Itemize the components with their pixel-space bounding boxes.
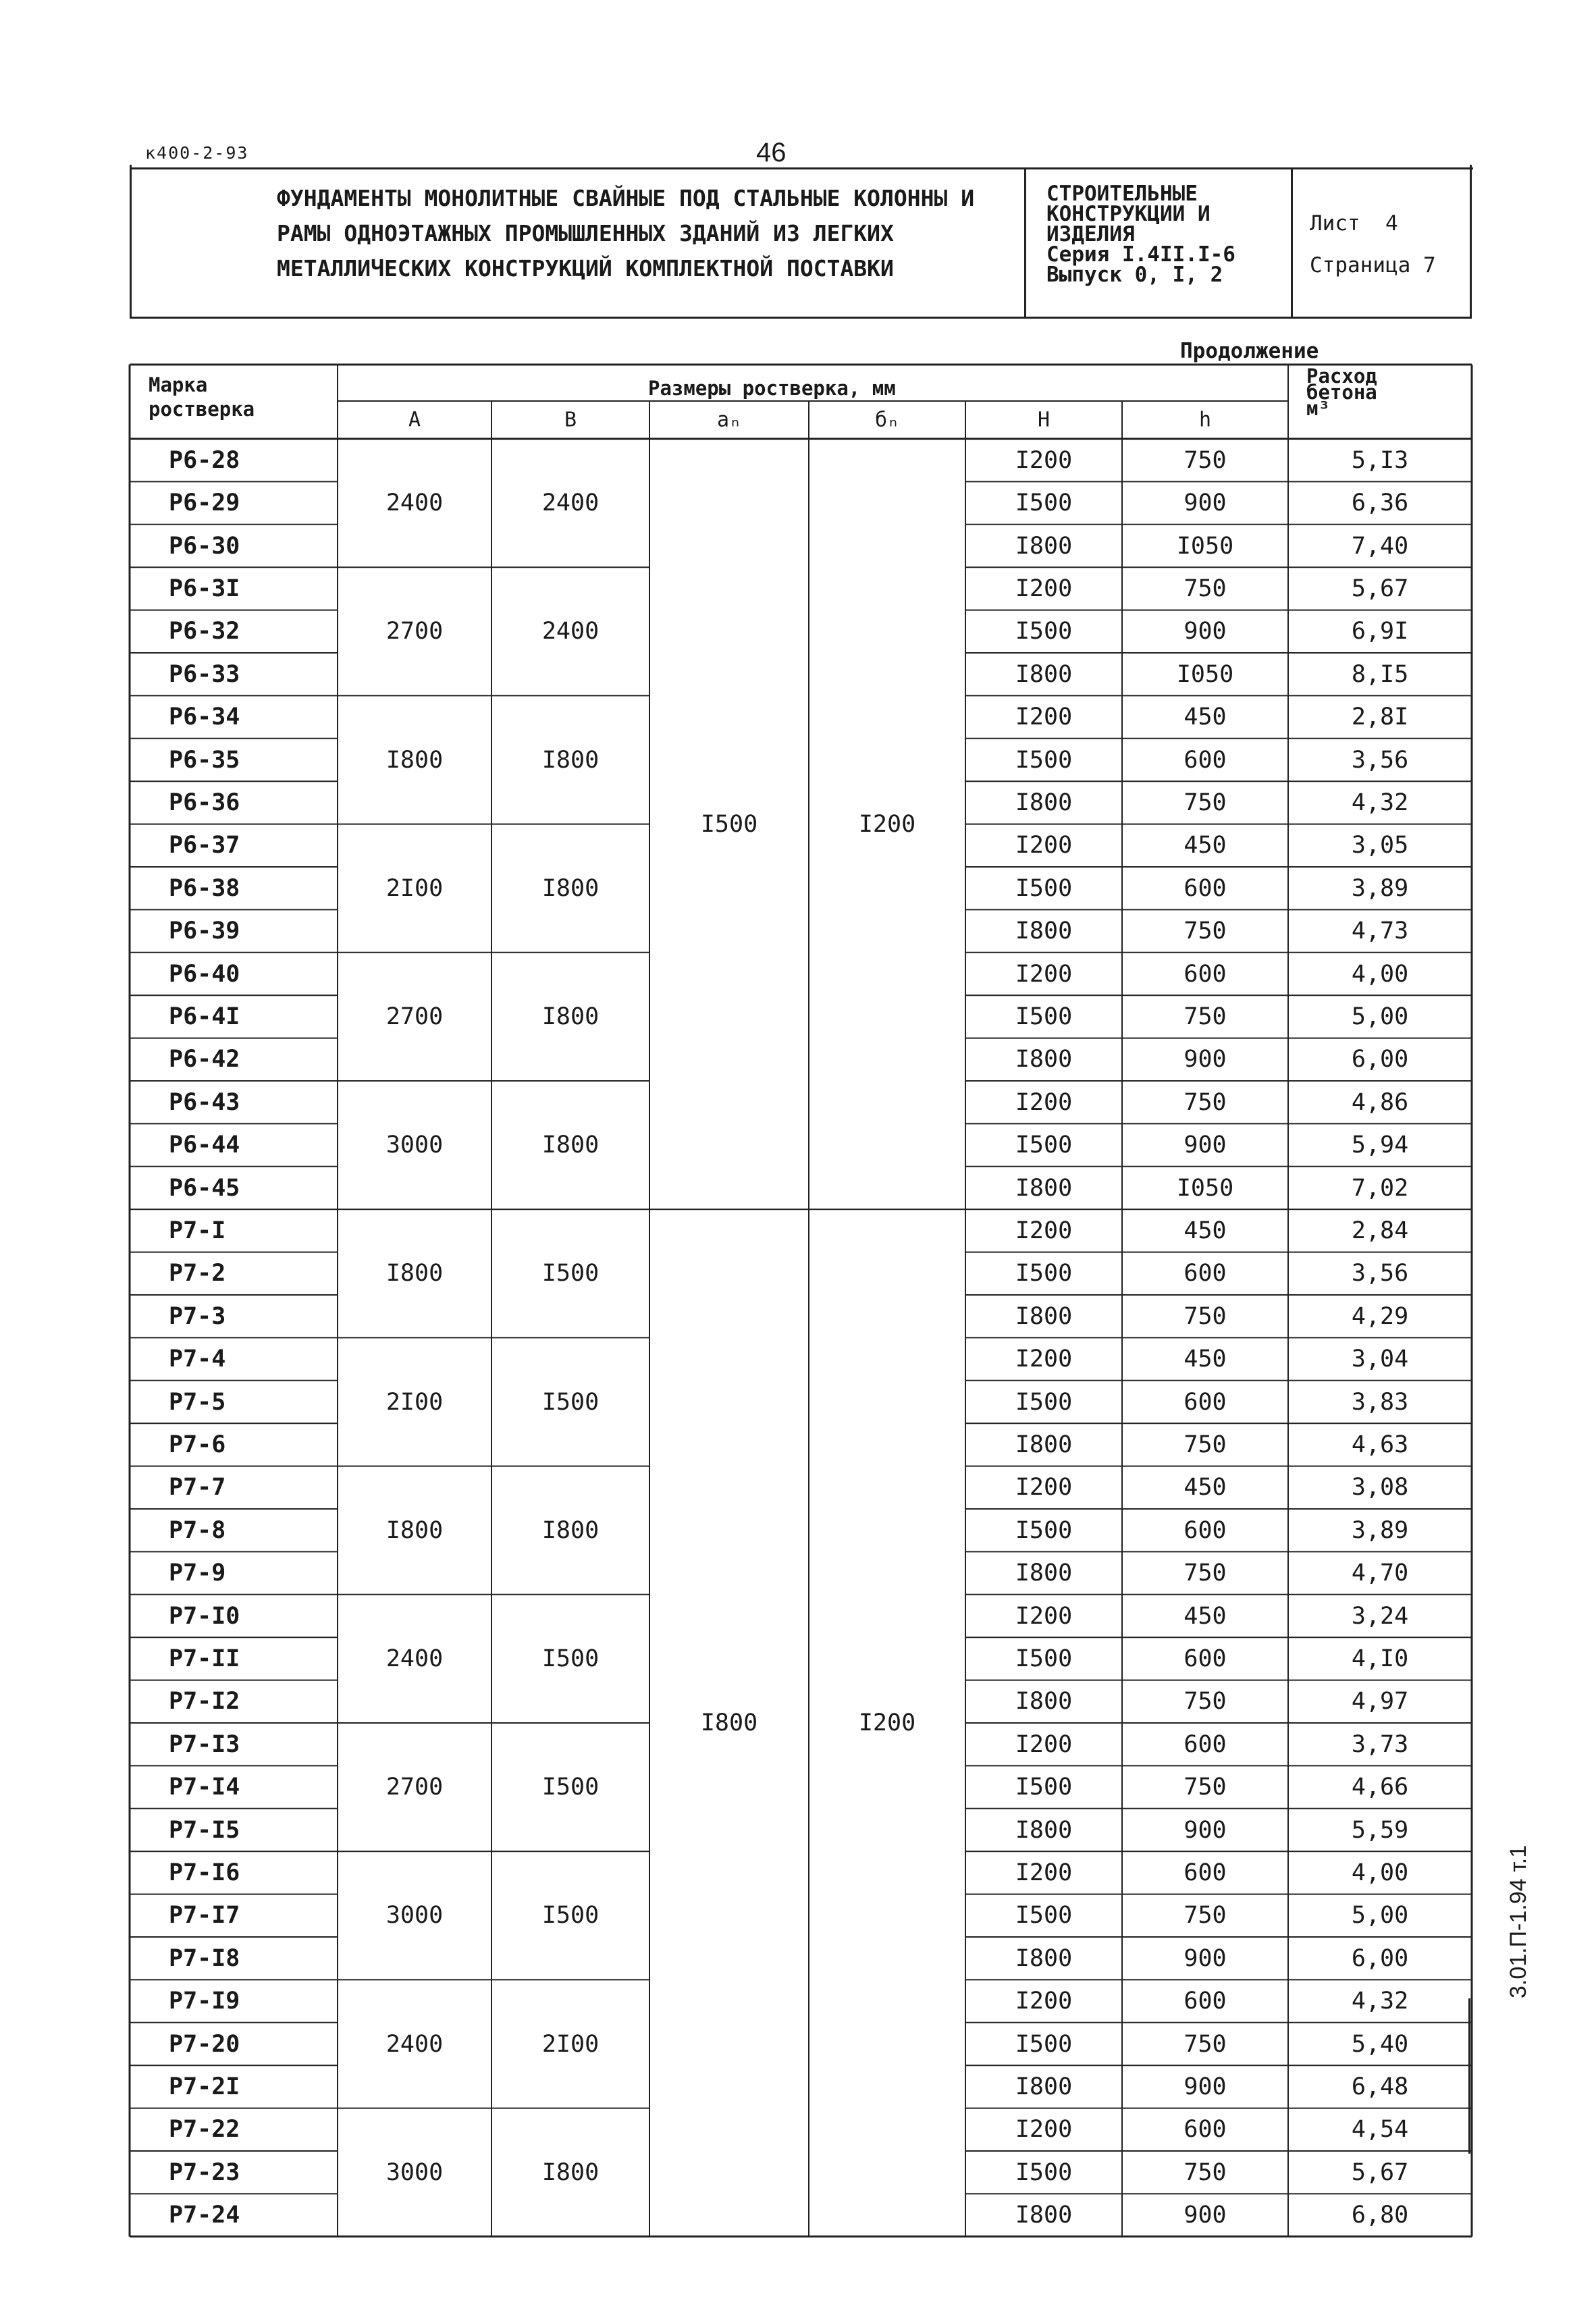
group-A: I800 (385, 1516, 444, 1544)
subheader-an: аₙ (716, 408, 742, 432)
row-concrete: 6,80 (1351, 2202, 1409, 2229)
group-B: I800 (541, 1132, 600, 1159)
row-h: 600 (1183, 2116, 1227, 2144)
row-H: I800 (1015, 1816, 1073, 1844)
row-h: I050 (1176, 1174, 1234, 1202)
row-H: I200 (1015, 960, 1073, 988)
row-mark: Р7-7 (169, 1474, 226, 1501)
row-h: 900 (1183, 1944, 1227, 1972)
row-h: 450 (1183, 832, 1227, 859)
group-B: 2400 (541, 489, 600, 517)
row-mark: Р7-I3 (169, 1730, 240, 1758)
row-H: I200 (1015, 1730, 1073, 1758)
row-H: I500 (1015, 1774, 1073, 1801)
group-A: 2400 (385, 1645, 444, 1672)
group-A: 3000 (385, 1902, 444, 1930)
row-h: 450 (1183, 1602, 1227, 1630)
row-concrete: 4,86 (1351, 1088, 1409, 1116)
header-dimensions: Размеры ростверка, мм (648, 377, 896, 400)
row-concrete: 4,66 (1351, 1774, 1409, 1801)
group-A: 2I00 (385, 1388, 444, 1416)
row-H: I500 (1015, 2030, 1073, 2058)
row-H: I800 (1015, 1174, 1073, 1202)
row-concrete: 3,04 (1351, 1346, 1409, 1373)
row-mark: Р7-I9 (169, 1988, 240, 2015)
header-concrete: Расход бетона м³ (1306, 365, 1377, 420)
row-concrete: 7,02 (1351, 1174, 1409, 1202)
row-H: I500 (1015, 2158, 1073, 2186)
row-mark: Р7-3 (169, 1302, 226, 1330)
row-H: I500 (1015, 874, 1073, 902)
row-h: 750 (1183, 1003, 1227, 1030)
row-mark: Р7-9 (169, 1560, 226, 1587)
row-H: I800 (1015, 918, 1073, 945)
row-h: 900 (1183, 618, 1227, 645)
row-H: I800 (1015, 532, 1073, 560)
row-mark: Р6-32 (169, 618, 240, 645)
row-H: I200 (1015, 2116, 1073, 2144)
row-mark: Р6-28 (169, 446, 240, 474)
group-B: I800 (541, 1516, 600, 1544)
row-mark: Р7-4 (169, 1346, 226, 1373)
row-concrete: 3,89 (1351, 1516, 1409, 1544)
row-mark: Р6-4I (169, 1003, 240, 1030)
row-h: 900 (1183, 1132, 1227, 1159)
row-mark: Р7-I5 (169, 1816, 240, 1844)
row-H: I200 (1015, 1088, 1073, 1116)
row-h: 750 (1183, 2030, 1227, 2058)
row-H: I500 (1015, 1003, 1073, 1030)
row-mark: Р6-35 (169, 746, 240, 774)
block-an: I800 (700, 1709, 758, 1736)
row-H: I800 (1015, 1046, 1073, 1073)
row-mark: Р7-I (169, 1217, 226, 1244)
row-mark: Р6-45 (169, 1174, 240, 1202)
row-h: I050 (1176, 660, 1234, 688)
document-title: ФУНДАМЕНТЫ МОНОЛИТНЫЕ СВАЙНЫЕ ПОД СТАЛЬНЫЕ КОЛОННЫ И РАМЫ ОДНОЭТАЖНЫХ ПРОМЫШЛЕННЫХ ЗДАНИЙ ИЗ ЛЕГКИХ МЕТАЛЛИЧЕСКИХ КОНСТРУКЦИЙ КОМПЛЕКТНОЙ ПОСТАВКИ (277, 185, 975, 282)
row-mark: Р6-29 (169, 489, 240, 517)
margin-rule (1468, 1998, 1470, 2154)
row-mark: Р7-II (169, 1645, 240, 1672)
row-concrete: 5,94 (1351, 1132, 1409, 1159)
group-B: I500 (541, 1902, 600, 1930)
row-mark: Р7-24 (169, 2202, 240, 2229)
row-h: 600 (1183, 1730, 1227, 1758)
block-bn: I200 (858, 810, 916, 838)
group-A: 2700 (385, 1774, 444, 1801)
row-H: I800 (1015, 1688, 1073, 1716)
row-mark: Р6-34 (169, 703, 240, 731)
row-concrete: 5,67 (1351, 575, 1409, 602)
group-A: 3000 (385, 2158, 444, 2186)
group-B: I500 (541, 1774, 600, 1801)
row-concrete: 2,8I (1351, 703, 1409, 731)
row-H: I800 (1015, 2073, 1073, 2100)
row-h: 600 (1183, 874, 1227, 902)
row-H: I800 (1015, 2202, 1073, 2229)
row-concrete: 4,73 (1351, 918, 1409, 945)
row-concrete: 5,I3 (1351, 446, 1409, 474)
row-concrete: 5,59 (1351, 1816, 1409, 1844)
row-concrete: 6,00 (1351, 1046, 1409, 1073)
row-h: 750 (1183, 1560, 1227, 1587)
group-A: 2400 (385, 2030, 444, 2058)
document-code: к400-2-93 (145, 143, 249, 163)
group-B: I800 (541, 746, 600, 774)
row-H: I800 (1015, 789, 1073, 816)
group-A: 2I00 (385, 874, 444, 902)
row-H: I500 (1015, 1645, 1073, 1672)
row-mark: Р7-I4 (169, 1774, 240, 1801)
row-H: I800 (1015, 1944, 1073, 1972)
row-mark: Р6-33 (169, 660, 240, 688)
row-concrete: 3,56 (1351, 1260, 1409, 1287)
group-B: I500 (541, 1260, 600, 1287)
group-A: 2700 (385, 1003, 444, 1030)
row-mark: Р7-23 (169, 2158, 240, 2186)
group-B: I500 (541, 1388, 600, 1416)
row-concrete: 5,00 (1351, 1003, 1409, 1030)
row-mark: Р7-I2 (169, 1688, 240, 1716)
row-concrete: 8,I5 (1351, 660, 1409, 688)
row-concrete: 5,67 (1351, 2158, 1409, 2186)
row-concrete: 4,00 (1351, 960, 1409, 988)
row-mark: Р7-5 (169, 1388, 226, 1416)
subheader-h: h (1198, 408, 1212, 432)
group-B: 2I00 (541, 2030, 600, 2058)
row-mark: Р6-36 (169, 789, 240, 816)
group-B: 2400 (541, 618, 600, 645)
row-H: I200 (1015, 1217, 1073, 1244)
row-concrete: 4,70 (1351, 1560, 1409, 1587)
row-h: 750 (1183, 1902, 1227, 1930)
row-h: 750 (1183, 2158, 1227, 2186)
row-mark: Р6-44 (169, 1132, 240, 1159)
row-concrete: 6,00 (1351, 1944, 1409, 1972)
row-H: I200 (1015, 1602, 1073, 1630)
row-concrete: 4,32 (1351, 789, 1409, 816)
row-mark: Р7-I6 (169, 1859, 240, 1886)
row-h: 900 (1183, 2073, 1227, 2100)
row-h: 600 (1183, 960, 1227, 988)
row-concrete: 7,40 (1351, 532, 1409, 560)
row-H: I200 (1015, 1859, 1073, 1886)
row-mark: Р7-8 (169, 1516, 226, 1544)
row-H: I200 (1015, 1474, 1073, 1501)
row-mark: Р6-43 (169, 1088, 240, 1116)
row-mark: Р7-20 (169, 2030, 240, 2058)
row-h: 450 (1183, 1474, 1227, 1501)
row-H: I800 (1015, 1560, 1073, 1587)
row-h: 600 (1183, 746, 1227, 774)
row-concrete: 3,73 (1351, 1730, 1409, 1758)
group-A: 3000 (385, 1132, 444, 1159)
row-h: 900 (1183, 2202, 1227, 2229)
row-concrete: 6,36 (1351, 489, 1409, 517)
row-H: I800 (1015, 1302, 1073, 1330)
row-concrete: 5,00 (1351, 1902, 1409, 1930)
row-h: 750 (1183, 918, 1227, 945)
row-mark: Р7-22 (169, 2116, 240, 2144)
archive-stamp: 3.01.П-1.94 т.1 (1506, 1844, 1531, 1998)
sheet-info: Лист 4 Страница 7 (1310, 211, 1436, 277)
row-H: I500 (1015, 618, 1073, 645)
row-H: I500 (1015, 1902, 1073, 1930)
row-H: I200 (1015, 1346, 1073, 1373)
row-h: 750 (1183, 1774, 1227, 1801)
subheader-B: В (564, 408, 577, 432)
row-h: 750 (1183, 575, 1227, 602)
row-h: 900 (1183, 1046, 1227, 1073)
row-h: 900 (1183, 1816, 1227, 1844)
row-h: 600 (1183, 1388, 1227, 1416)
continuation-label: Продолжение (1180, 339, 1319, 363)
row-H: I500 (1015, 1260, 1073, 1287)
row-concrete: 4,32 (1351, 1988, 1409, 2015)
group-B: I800 (541, 874, 600, 902)
group-B: I800 (541, 1003, 600, 1030)
row-h: I050 (1176, 532, 1234, 560)
subheader-H: Н (1037, 408, 1050, 432)
row-h: 750 (1183, 1088, 1227, 1116)
row-h: 750 (1183, 1688, 1227, 1716)
row-h: 600 (1183, 1645, 1227, 1672)
row-concrete: 3,24 (1351, 1602, 1409, 1630)
group-B: I500 (541, 1645, 600, 1672)
row-concrete: 4,54 (1351, 2116, 1409, 2144)
row-concrete: 3,08 (1351, 1474, 1409, 1501)
row-H: I200 (1015, 446, 1073, 474)
group-B: I800 (541, 2158, 600, 2186)
row-H: I500 (1015, 489, 1073, 517)
row-H: I800 (1015, 1431, 1073, 1458)
row-concrete: 4,97 (1351, 1688, 1409, 1716)
row-H: I500 (1015, 1388, 1073, 1416)
subheader-bn: бₙ (874, 408, 900, 432)
row-h: 750 (1183, 789, 1227, 816)
row-concrete: 2,84 (1351, 1217, 1409, 1244)
row-H: I200 (1015, 703, 1073, 731)
row-concrete: 4,00 (1351, 1859, 1409, 1886)
row-mark: Р7-2 (169, 1260, 226, 1287)
row-H: I200 (1015, 1988, 1073, 2015)
row-concrete: 6,9I (1351, 618, 1409, 645)
row-mark: Р6-39 (169, 918, 240, 945)
block-an: I500 (700, 810, 758, 838)
row-mark: Р6-3I (169, 575, 240, 602)
row-h: 750 (1183, 1431, 1227, 1458)
subheader-A: А (408, 408, 421, 432)
row-mark: Р7-2I (169, 2073, 240, 2100)
row-H: I500 (1015, 1516, 1073, 1544)
page-number: 46 (756, 138, 787, 167)
group-A: I800 (385, 746, 444, 774)
row-H: I200 (1015, 575, 1073, 602)
group-A: I800 (385, 1260, 444, 1287)
row-mark: Р7-I0 (169, 1602, 240, 1630)
row-mark: Р7-I7 (169, 1902, 240, 1930)
header-mark: Марка ростверка (149, 373, 255, 421)
row-mark: Р6-40 (169, 960, 240, 988)
row-h: 600 (1183, 1516, 1227, 1544)
row-concrete: 4,63 (1351, 1431, 1409, 1458)
row-h: 750 (1183, 446, 1227, 474)
row-mark: Р7-I8 (169, 1944, 240, 1972)
row-H: I800 (1015, 660, 1073, 688)
row-mark: Р7-6 (169, 1431, 226, 1458)
row-mark: Р6-37 (169, 832, 240, 859)
row-H: I500 (1015, 746, 1073, 774)
catalog-info: СТРОИТЕЛЬНЫЕ КОНСТРУКЦИИ И ИЗДЕЛИЯ Серия I.4II.I-6 Выпуск 0, I, 2 (1046, 182, 1235, 287)
row-concrete: 3,89 (1351, 874, 1409, 902)
row-concrete: 3,83 (1351, 1388, 1409, 1416)
row-H: I200 (1015, 832, 1073, 859)
group-A: 2700 (385, 618, 444, 645)
block-bn: I200 (858, 1709, 916, 1736)
group-A: 2400 (385, 489, 444, 517)
row-concrete: 5,40 (1351, 2030, 1409, 2058)
row-mark: Р6-42 (169, 1046, 240, 1073)
row-concrete: 4,29 (1351, 1302, 1409, 1330)
row-concrete: 6,48 (1351, 2073, 1409, 2100)
row-h: 450 (1183, 1217, 1227, 1244)
row-h: 900 (1183, 489, 1227, 517)
row-mark: Р6-30 (169, 532, 240, 560)
row-concrete: 3,56 (1351, 746, 1409, 774)
row-concrete: 4,I0 (1351, 1645, 1409, 1672)
row-h: 450 (1183, 703, 1227, 731)
row-concrete: 3,05 (1351, 832, 1409, 859)
row-h: 600 (1183, 1260, 1227, 1287)
row-h: 600 (1183, 1988, 1227, 2015)
row-h: 750 (1183, 1302, 1227, 1330)
row-mark: Р6-38 (169, 874, 240, 902)
row-H: I500 (1015, 1132, 1073, 1159)
row-h: 450 (1183, 1346, 1227, 1373)
row-h: 600 (1183, 1859, 1227, 1886)
